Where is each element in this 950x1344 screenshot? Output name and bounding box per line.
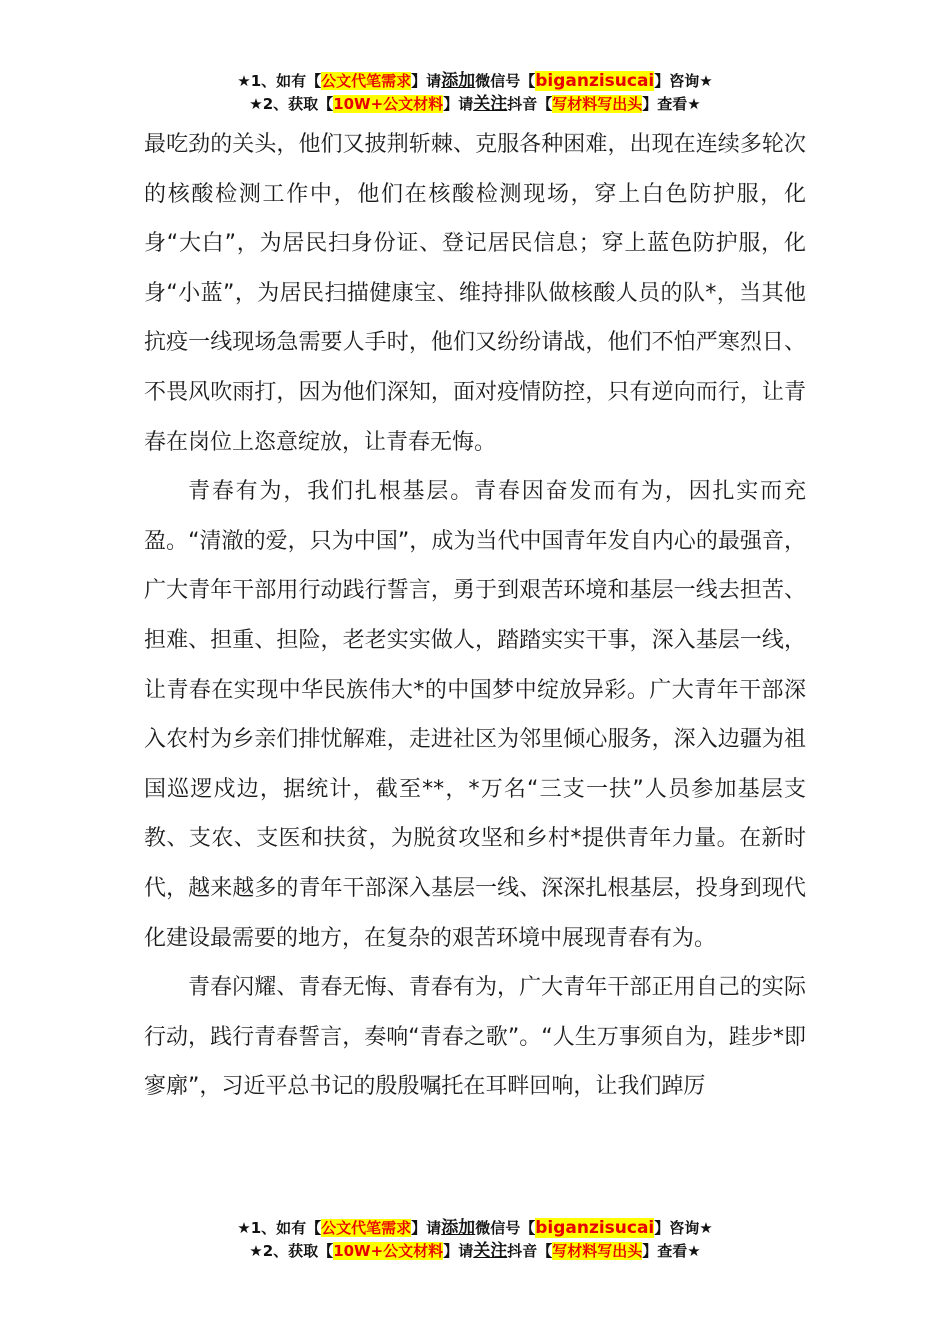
highlight-wechat-id: biganzisucai [535, 1218, 655, 1238]
paragraph-1: 最吃劲的关头，他们又披荆斩棘、克服各种困难，出现在连续多轮次的核酸检测工作中，他们在核酸检测现场，穿上白色防护服，化身“大白”，为居民扫身份证、登记居民信息；穿上蓝色防护服，化身“小蓝”，为居民扫描健康宝、维持排队做核酸人员的队*，当其他抗疫一线现场急需要人手时，他们又纷纷请战，他们不怕严寒烈日、不畏风吹雨打，因为他们深知，面对疫情防控，只有逆向而行，让青春在岗位上恣意绽放，让青春无悔。 [144, 132, 806, 455]
highlight-wechat-id: biganzisucai [535, 71, 655, 91]
banner-line-1: ★1、如有【公文代笔需求】请添加微信号【biganzisucai】咨询★ [237, 71, 713, 91]
highlight-materials: 10W+公文材料 [333, 95, 444, 113]
highlight-service: 公文代笔需求 [321, 1219, 412, 1237]
highlight-materials: 10W+公文材料 [333, 1242, 444, 1260]
banner-line-2: ★2、获取【10W+公文材料】请关注抖音【写材料写出头】查看★ [249, 94, 701, 114]
banner-line-1: ★1、如有【公文代笔需求】请添加微信号【biganzisucai】咨询★ [237, 1218, 713, 1238]
highlight-douyin: 写材料写出头 [552, 95, 643, 113]
highlight-service: 公文代笔需求 [321, 72, 412, 90]
footer-banner [0, 1217, 950, 1263]
header-banner [0, 70, 950, 116]
paragraph-3: 青春闪耀、青春无悔、青春有为，广大青年干部正用自己的实际行动，践行青春誓言，奏响“青春之歌”。“人生万事须自为，跬步*即寥廓”，习近平总书记的殷殷嘱托在耳畔回响，让我们踔厉 [144, 975, 806, 1100]
banner-line-2: ★2、获取【10W+公文材料】请关注抖音【写材料写出头】查看★ [249, 1241, 701, 1261]
highlight-douyin: 写材料写出头 [552, 1242, 643, 1260]
paragraph-2: 青春有为，我们扎根基层。青春因奋发而有为，因扎实而充盈。“清澈的爱，只为中国”，成为当代中国青年发自内心的最强音，广大青年干部用行动践行誓言，勇于到艰苦环境和基层一线去担苦、担难、担重、担险，老老实实做人，踏踏实实干事，深入基层一线，让青春在实现中华民族伟大*的中国梦中绽放异彩。广大青年干部深入农村为乡亲们排忧解难，走进社区为邻里倾心服务，深入边疆为祖国巡逻戍边，据统计，截至**，*万名“三支一扶”人员参加基层支教、支农、支医和扶贫，为脱贫攻坚和乡村*提供青年力量。在新时代，越来越多的青年干部深入基层一线、深深扎根基层，投身到现代化建设最需要的地方，在复杂的艰苦环境中展现青春有为。 [144, 479, 806, 951]
document-body [144, 120, 806, 1112]
